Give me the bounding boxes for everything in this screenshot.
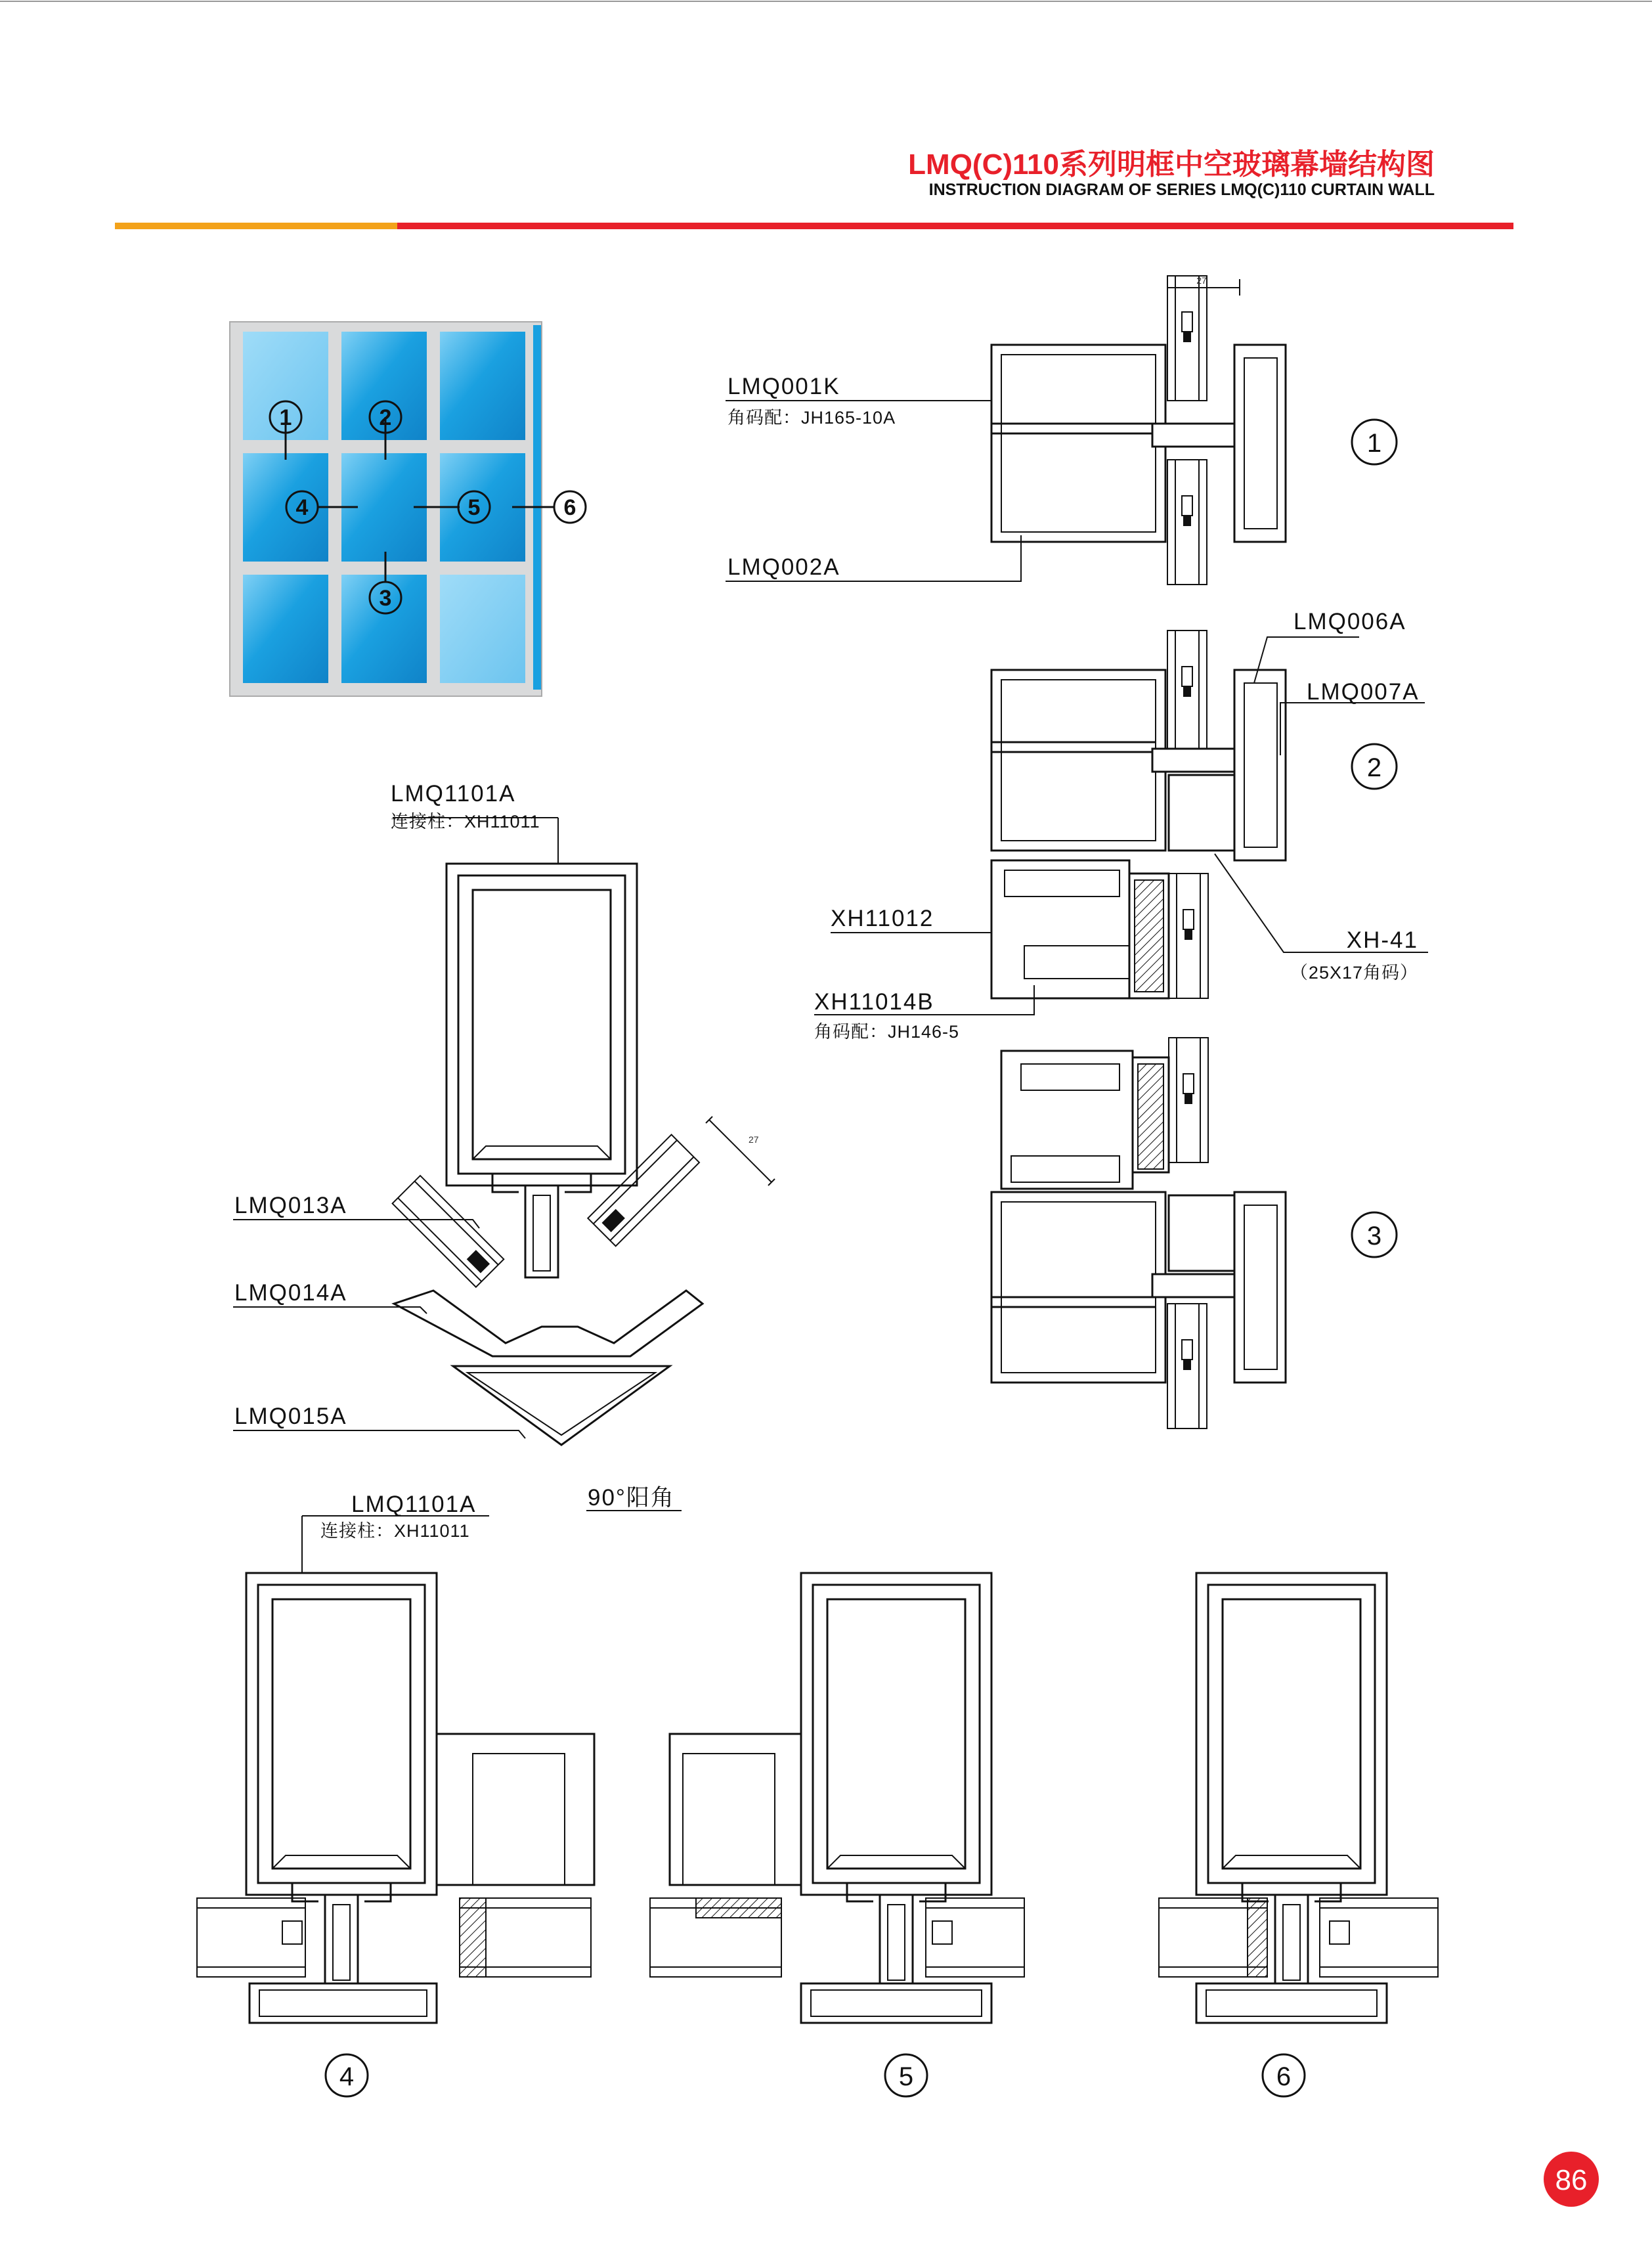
callout-5 (885, 2054, 927, 2096)
key-plan (230, 322, 586, 696)
svg-text:1: 1 (279, 405, 292, 430)
section-6-drawing (1159, 1573, 1438, 2023)
label-xh11014b: XH11014B (814, 989, 934, 1015)
callout-2 (1352, 744, 1397, 789)
page-number: 86 (1555, 2164, 1588, 2196)
label-lmq007a: LMQ007A (1307, 679, 1420, 705)
label-xh41: XH-41 (1346, 927, 1418, 953)
label-lmq015a: LMQ015A (234, 1404, 347, 1429)
svg-text:3: 3 (1366, 1222, 1382, 1251)
note-lmq1101a-corner: 连接柱：XH11011 (391, 812, 540, 831)
svg-text:2: 2 (379, 405, 392, 430)
note-lmq1101a-bottom: 连接柱：XH11011 (320, 1521, 470, 1541)
callout-1 (1352, 420, 1397, 464)
title-cn: LMQ(C)110系列明框中空玻璃幕墙结构图 (908, 148, 1435, 181)
svg-text:6: 6 (563, 495, 576, 520)
label-lmq013a: LMQ013A (234, 1193, 347, 1218)
svg-text:2: 2 (1366, 753, 1382, 782)
section-1-drawing (726, 275, 1286, 585)
svg-text:27: 27 (749, 1134, 759, 1145)
section-4-drawing (197, 1516, 594, 2023)
header-rule-orange (115, 223, 397, 229)
corner-caption: 90°阳角 (588, 1485, 675, 1511)
note-xh41: （25X17角码） (1290, 963, 1418, 983)
corner-drawing (233, 818, 775, 1445)
note-xh11014b: 角码配：JH146-5 (814, 1022, 960, 1042)
key-marker-6 (554, 491, 586, 523)
label-lmq1101a-corner: LMQ1101A (391, 781, 516, 807)
label-xh11012: XH11012 (831, 906, 934, 931)
callout-6 (1263, 2054, 1305, 2096)
label-lmq001k: LMQ001K (728, 374, 840, 399)
page-number-badge (1544, 2152, 1599, 2207)
section-5-drawing (650, 1573, 1024, 2023)
svg-text:6: 6 (1276, 2062, 1292, 2091)
svg-text:4: 4 (295, 495, 309, 520)
note-lmq001k: 角码配：JH165-10A (728, 408, 896, 428)
callout-3 (1352, 1212, 1397, 1257)
callout-4 (326, 2054, 368, 2096)
title-en: INSTRUCTION DIAGRAM OF SERIES LMQ(C)110 CURTAIN WALL (928, 181, 1435, 199)
svg-text:5: 5 (467, 495, 481, 520)
header-rule-red (397, 223, 1513, 229)
label-lmq1101a-bottom: LMQ1101A (351, 1492, 477, 1517)
svg-text:1: 1 (1366, 429, 1382, 458)
svg-text:4: 4 (339, 2062, 355, 2091)
label-lmq014a: LMQ014A (234, 1280, 347, 1306)
svg-text:5: 5 (898, 2062, 914, 2091)
section-3-drawing (991, 1038, 1286, 1428)
svg-text:27: 27 (1196, 275, 1207, 286)
svg-text:3: 3 (379, 586, 392, 611)
label-lmq006a: LMQ006A (1293, 609, 1406, 634)
label-lmq002a: LMQ002A (728, 554, 840, 580)
